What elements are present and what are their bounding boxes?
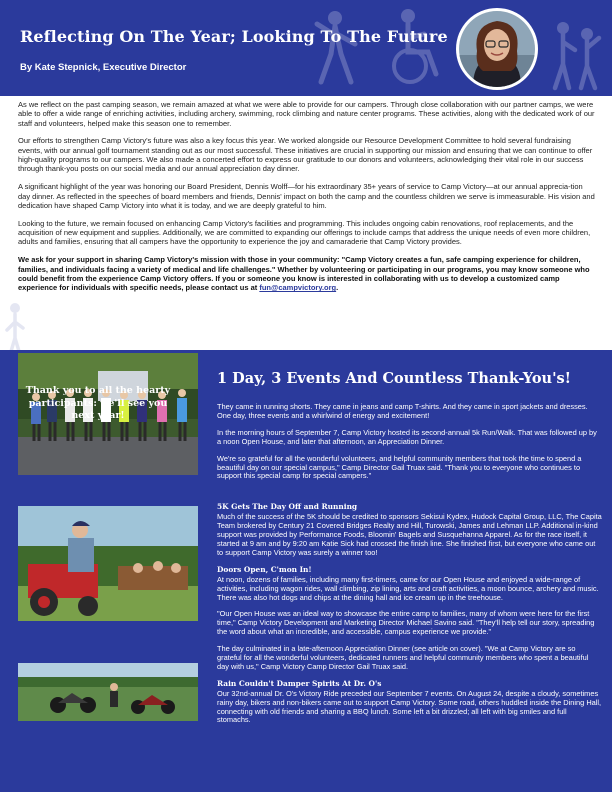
author-portrait — [456, 8, 538, 90]
wheelchair-silhouette-icon — [380, 4, 450, 92]
ride-paragraph: Our 32nd-annual Dr. O's Victory Ride preceded our September 7 events. On August 24, despite a cloudy, sometimes rainy day, bikers and non-bikers came out to support Camp Victory. Some road, others huddled inside the Dining Hall, connecting with old friends and sharing a BBQ lunch. Some left a bit drizzled; all left with big smiles and full stomachs. — [217, 688, 602, 725]
support-ask-text: We ask for your support in sharing Camp Victory's mission with those in your community: "Camp Victory creates a fun, safe camping experience for children, families, and individuals facing a variety of medical and life challenges." Whether by volunteering or participating in our programs, you may know someone who could benefit from the experience Camp Victory offers. If you or someone you know is interested in collaborating with us to develop a customized camp experience for individuals with specific needs, please contact us at — [18, 255, 590, 293]
intro-text — [18, 100, 596, 301]
byline: By Kate Stepnick, Executive Director — [20, 62, 187, 73]
photo-wagon-ride — [18, 506, 198, 621]
open-house-paragraph: At noon, dozens of families, including many first-timers, came for our Open House and enjoyed a wide-range of activities, including wagon rides, wall climbing, zip lining, arts and craft activities, a moon bounce, archery and music. There was also hot dogs and chips at the dining hall and ice cream up in the treehouse. — [217, 574, 599, 602]
events-intro-paragraph: They came in running shorts. They came in jeans and camp T-shirts. And they came in sport jackets and dresses. One day, three events and a whirlwind of energy and excitement! — [217, 402, 588, 420]
events-title: 1 Day, 3 Events And Countless Thank-You's! — [217, 370, 572, 387]
events-intro-paragraph: In the morning hours of September 7, Camp Victory hosted its second-annual 5k Run/Walk. That was followed up by a noon Open House, and later that afternoon, an Appreciation Dinner. — [217, 427, 597, 446]
kids-silhouette-icon — [545, 4, 605, 92]
open-house-heading: Doors Open, C'mon In! — [217, 564, 312, 574]
intro-paragraph: Looking to the future, we remain focused on enhancing Camp Victory's facilities and programming. This includes ongoing cabin renovations, roof replacements, and the acquisition of new equipment and supplies. Additionally, we are committed to expanding our offerings to include camps that address the unique needs of even more children, adults and families, ensuring that all campers have the opportunity to experience the joy and camaraderie that Camp Victory provides. — [18, 218, 591, 247]
open-house-paragraph: The day culminated in a late-afternoon Appreciation Dinner (see article on cover). "We at Camp Victory are so grateful for all the wonderful volunteers, dedicated runners and helpful community members who spent a beautiful day with us," Camp Victory Camp Director Gail Truax said. — [217, 644, 589, 671]
ask-end: . — [336, 283, 339, 293]
intro-paragraph: As we reflect on the past camping season, we remain amazed at what we were able to provide for our campers. Through close collaboration with our partner camps, we were able to offer a wide range of enriching activities, including archery, swimming, rock climbing and nature center programs. These activities, along with the dedicated work of our staff and volunteers, helped make this season one to remember. — [18, 100, 595, 128]
climber-silhouette-icon — [305, 4, 365, 92]
run-heading: 5K Gets The Day Off and Running — [217, 502, 358, 512]
article-title: Reflecting On The Year; Looking To The Future — [20, 27, 448, 46]
support-ask — [18, 255, 596, 292]
events-body — [217, 403, 602, 733]
intro-paragraph: A significant highlight of the year was honoring our Board President, Dennis Wolff—for his extraordinary 35+ years of service to Camp Victory—at our annual apprecia-tion day dinner. As reflected in the speeches of board members and friends, Dennis' impact on both the camp and the countless children we serve is immeasurable. His vision and dedication have shaped Camp Victory into what it is today, and we are deeply grateful to him. — [18, 182, 595, 210]
open-house-paragraph: "Our Open House was an ideal way to showcase the entire camp to families, many of whom were here for the first time," Camp Victory Development and Marketing Director Michael Savino said. "They'll help tell our story, spreading the word about what an incredible, and accessible, campus experience we provide." — [217, 609, 595, 637]
run-paragraph: Much of the success of the 5K should be credited to sponsors Sekisui Kydex, Hudock Capital Group, LLC, The Capita Team brokered by Century 21 Covered Bridges Realty and Hill, Turowski, James and Lehman LLP. Additional in-kind support was provided by Performance Foods, Bloomin' Bagels and Susquehanna Apparel. As for the race itself, it started at 9 am and by 9:20 am Katie Sick had crossed the finish line. She finished first, but everyone who came out to support Camp Victory was surely a winner too! — [217, 512, 602, 557]
header-banner — [0, 0, 612, 96]
events-intro-paragraph: We're so grateful for all the wonderful volunteers, and helpful community members that took the time to spend a beautiful day on our special campus," Camp Director Gail Truax said. "Thank you to everyone who continues to support this special camp for special campers." — [217, 453, 582, 481]
person-portrait-icon — [459, 11, 535, 87]
intro-paragraph: Our efforts to strengthen Camp Victory's future was also a key focus this year. We worked alongside our Resource Development Committee to hold several fundraising events, with our annual golf tournament standing out as our most successful. These initiatives are crucial in supporting our mission and ensuring that we can continue to offer high-quality programs to our campers. We also made a concerted effort to express our gratitude to our donors and volunteers, acknowledging their vital role in our success through thank-you posts on our social media and our annual appreciation day dinner. — [18, 136, 593, 174]
email-link[interactable]: fun@campvictory.org — [259, 283, 337, 293]
photo-motorcycles — [18, 663, 198, 721]
ride-heading: Rain Couldn't Damper Spirits At Dr. O's — [217, 678, 382, 688]
thank-you-note: Thank you to all the hearty participants: we'll see you next year! — [25, 385, 171, 421]
